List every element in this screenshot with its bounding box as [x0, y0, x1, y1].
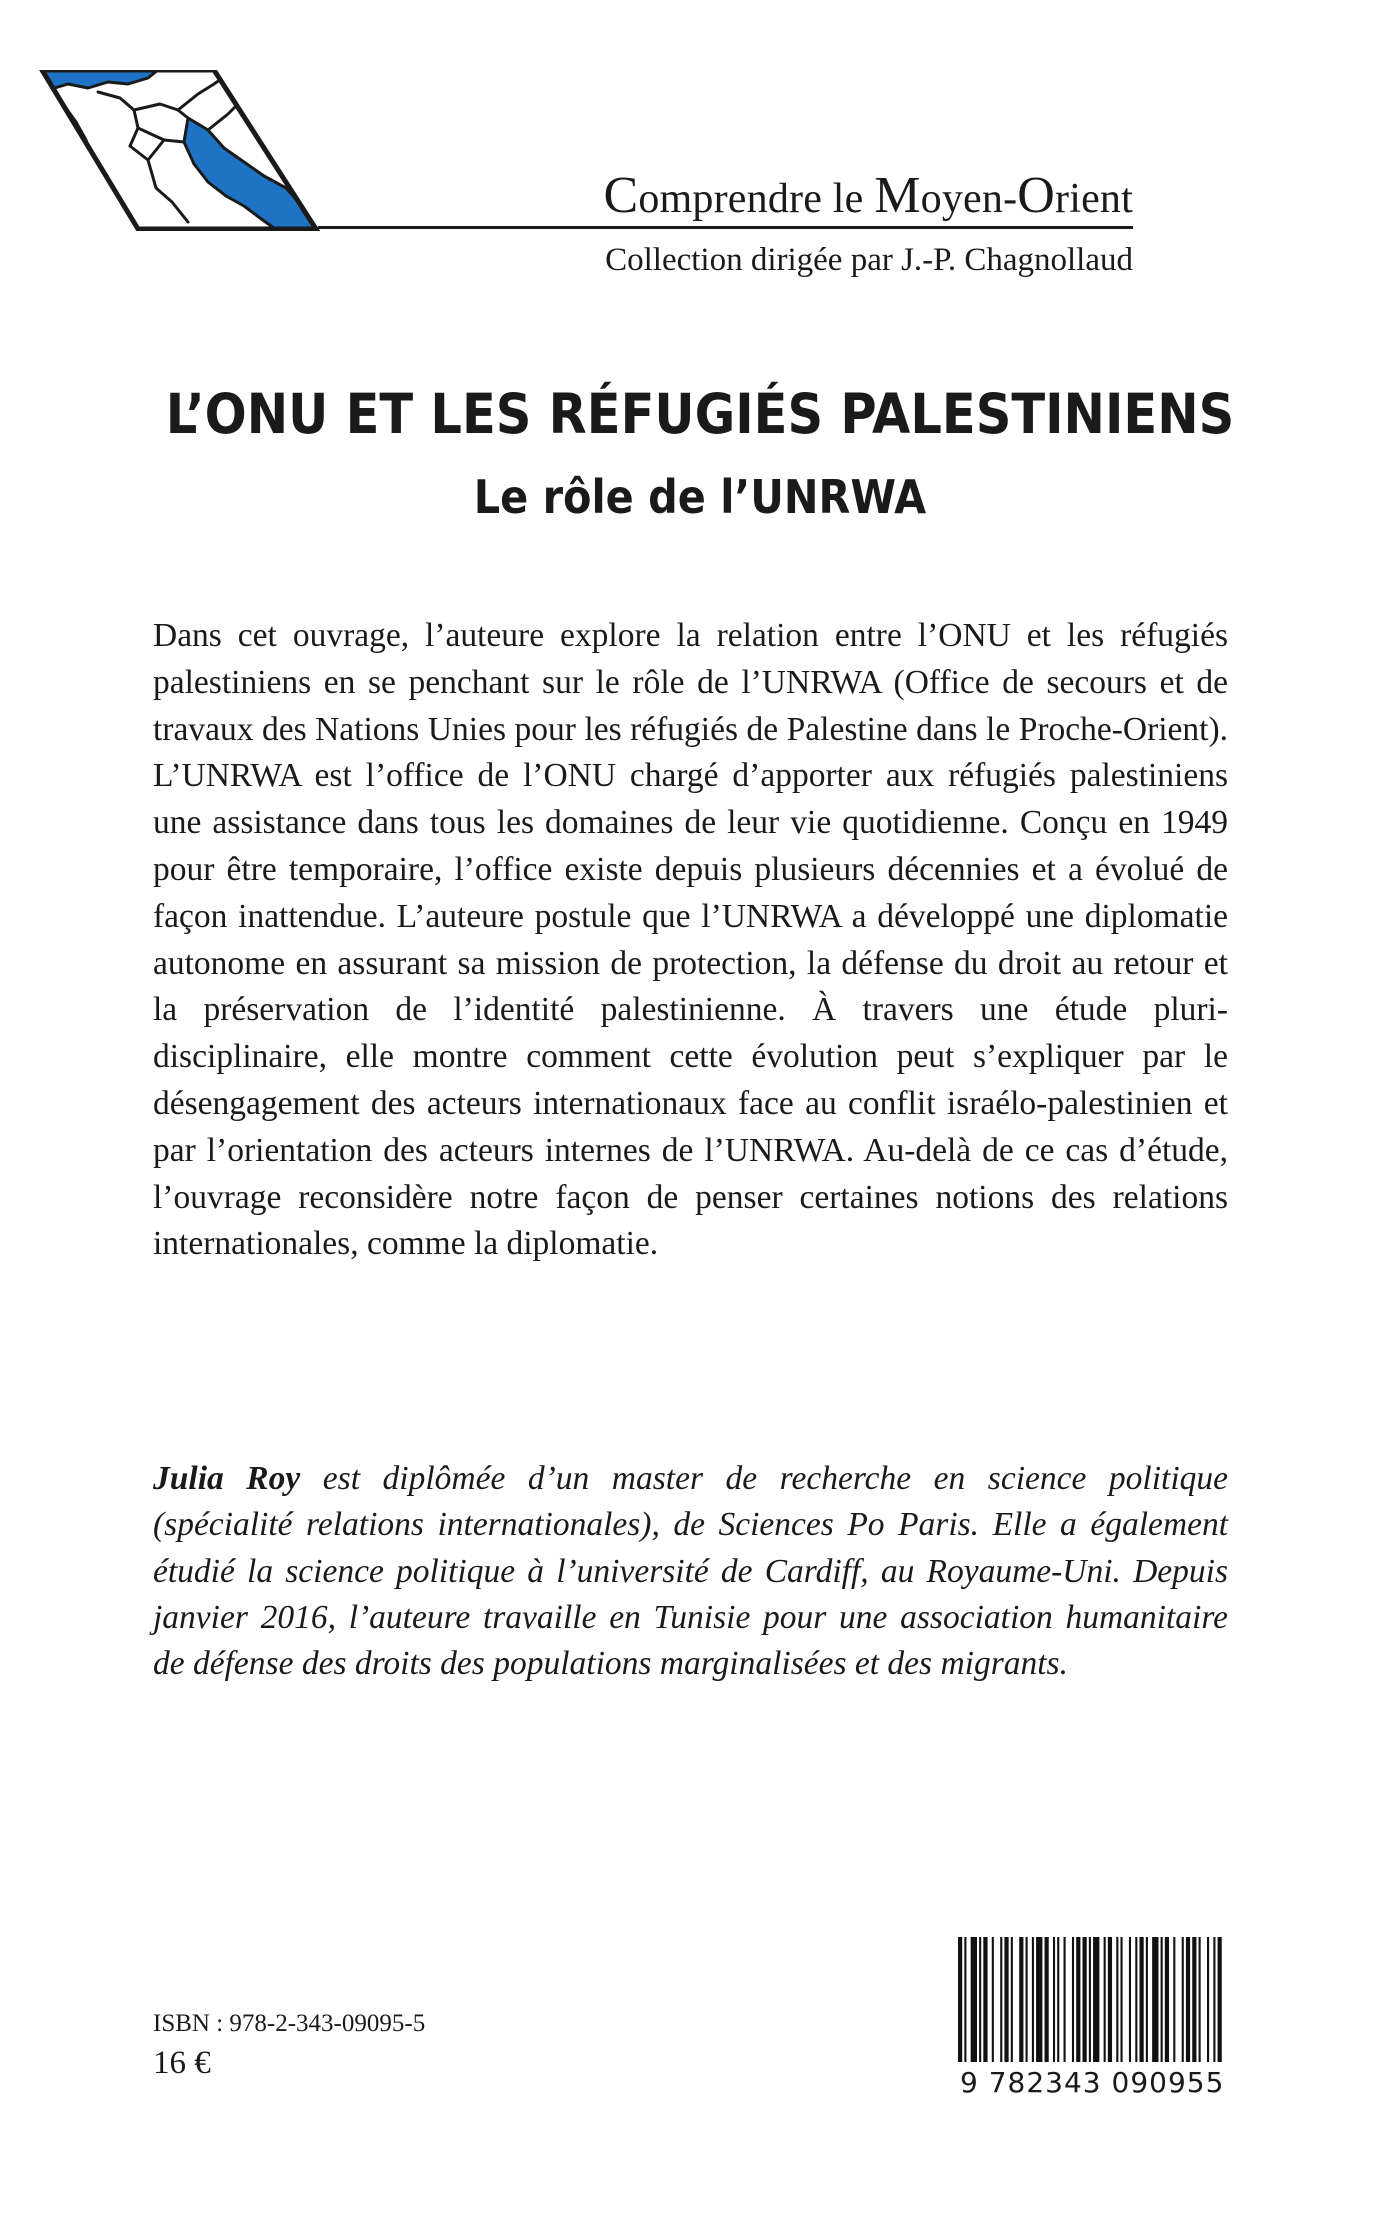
barcode-bar [1165, 1937, 1169, 2062]
barcode-bar [1152, 1937, 1158, 2062]
barcode-bar [1036, 1937, 1042, 2062]
series-word: omprendre [638, 176, 823, 222]
barcode-bar [1161, 1937, 1163, 2062]
barcode-bar [958, 1937, 962, 2062]
price: 16 € [153, 2045, 211, 2081]
barcode-bar [1000, 1937, 1002, 2062]
barcode-bar [1089, 1937, 1091, 2062]
barcode-bar [1026, 1937, 1028, 2062]
barcode-bar [1104, 1937, 1106, 2062]
barcode-bar [1053, 1937, 1055, 2062]
barcode-bar [1108, 1937, 1112, 2062]
book-title: L’ONU ET LES RÉFUGIÉS PALESTINIENS [165, 382, 1235, 446]
author-name: Julia Roy [153, 1460, 301, 1497]
barcode-bar [1064, 1937, 1066, 2062]
barcode-bar [1004, 1937, 1008, 2062]
series-initial: M [874, 167, 921, 224]
barcode-number: 9 782343 090955 [960, 2066, 1225, 2099]
book-description: Dans cet ouvrage, l’auteure explore la relation entre l’ONU et les réfugiés palestiniens en se penchant sur le rôle de l’UNRWA (Office de secours et de travaux des Nations Unies pour les réfugiés de Palestine dans le Proche-Orient). L’UNRWA est l’office de l’ONU chargé d’apporter aux réfugiés palestiniens une assistance dans tous les domaines de leur vie quotidienne. Conçu en 1949 pour être temporaire, l’office existe depuis plusieurs décennies et a évolué de façon inattendue. L’auteure postule que l’UNRWA a développé une diplomatie autonome en assurant sa mission de protection, la défense du droit au retour et la préservation de l’identité palestinienne. À travers une étude pluri-disciplinaire, elle montre comment cette évolution peut s’expliquer par le désengagement des acteurs internationaux face au conflit israélo-palestinien et par l’orientation des acteurs internes de l’UNRWA. Au-delà de ce cas d’étude, l’ouvrage reconsidère notre façon de penser certaines notions des relations internationales, comme la diplomatie. [153, 617, 1228, 1263]
barcode-bar [1072, 1937, 1074, 2062]
barcode-bar [1120, 1937, 1122, 2062]
barcode-bar [1135, 1937, 1137, 2062]
barcode-bar [983, 1937, 987, 2062]
barcode-bar [1199, 1937, 1201, 2062]
isbn: ISBN : 978-2-343-09095-5 [153, 2010, 426, 2037]
barcode-bar [1083, 1937, 1087, 2062]
barcode-bar [1019, 1937, 1023, 2062]
author-bio-text: est diplômée d’un master de recherche en science politique (spécialité relations internationales), de Sciences Po Paris. Elle a également étudié la science politique à l’université de Cardiff, au Royaume-Uni. Depuis janvier 2016, l’auteure travaille en Tunisie pour une association humanitaire de défense des droits des populations marginalisées et des migrants. [153, 1460, 1228, 1683]
barcode-bar [1182, 1937, 1184, 2062]
barcode-bar [1146, 1937, 1148, 2062]
series-name [603, 166, 1133, 225]
barcode-bar [1129, 1937, 1131, 2062]
series-initial: O [1017, 167, 1056, 224]
barcode-bar [1173, 1937, 1175, 2062]
barcode-bar [1011, 1937, 1013, 2062]
barcode-bar [1213, 1937, 1215, 2062]
barcode-bar [1192, 1937, 1196, 2062]
barcode-bar [1093, 1937, 1099, 2062]
barcode-bar [979, 1937, 981, 2062]
barcode-bar [971, 1937, 977, 2062]
series-rule [318, 226, 1133, 229]
barcode-bar [1139, 1937, 1143, 2062]
barcode-bar [1045, 1937, 1049, 2062]
barcode-bar [1032, 1937, 1034, 2062]
series-word: le [822, 176, 875, 222]
series-word: oyen- [920, 176, 1018, 222]
book-subtitle: Le rôle de l’UNRWA [473, 470, 927, 524]
middle-east-map-logo [38, 70, 320, 231]
barcode [956, 1937, 1228, 2062]
series-director: Collection dirigée par J.-P. Chagnollaud [605, 242, 1133, 278]
barcode-bar [1218, 1937, 1222, 2062]
series-word: rient [1055, 176, 1133, 222]
barcode-bar [1057, 1937, 1059, 2062]
series-initial: C [603, 167, 639, 224]
barcode-bar [1186, 1937, 1190, 2062]
barcode-bar [1076, 1937, 1080, 2062]
barcode-bar [964, 1937, 966, 2062]
barcode-bar [992, 1937, 994, 2062]
barcode-bar [1207, 1937, 1209, 2062]
author-bio [153, 1456, 1228, 1687]
barcode-bar [1116, 1937, 1118, 2062]
